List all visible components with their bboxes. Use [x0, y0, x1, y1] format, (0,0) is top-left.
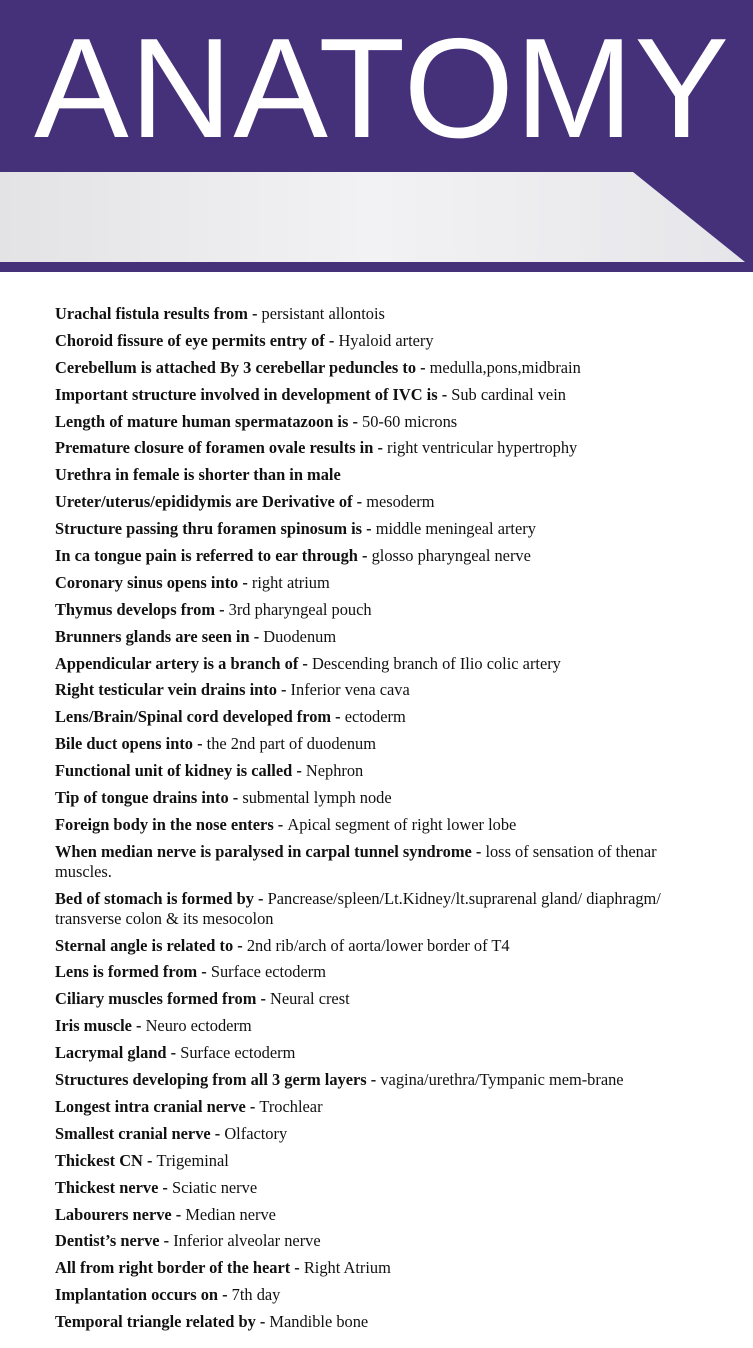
fact-question: Important structure involved in development of IVC is -	[55, 384, 452, 404]
fact-question: Sternal angle is related to -	[55, 935, 247, 955]
fact-item	[55, 842, 675, 882]
fact-question: Thymus develops from -	[55, 599, 229, 619]
fact-item	[55, 1151, 675, 1171]
fact-item	[55, 600, 675, 620]
fact-question: Cerebellum is attached By 3 cerebellar peduncles to -	[55, 357, 430, 377]
fact-answer: 7th day	[231, 1285, 281, 1305]
fact-item	[55, 788, 675, 808]
fact-answer: Sub cardinal vein	[451, 384, 566, 404]
fact-answer: 2nd rib/arch of aorta/lower border of T4	[246, 935, 510, 955]
fact-answer: Neuro ectoderm	[145, 1016, 252, 1036]
fact-answer: glosso pharyngeal nerve	[371, 546, 531, 566]
fact-answer: Right Atrium	[303, 1258, 391, 1278]
fact-answer: Duodenum	[263, 626, 337, 646]
fact-item	[55, 936, 675, 956]
fact-item	[55, 1231, 675, 1251]
fact-item	[55, 1258, 675, 1278]
fact-item	[55, 1178, 675, 1198]
fact-question: In ca tongue pain is referred to ear through -	[55, 546, 372, 566]
fact-item	[55, 680, 675, 700]
fact-question: Smallest cranial nerve -	[55, 1123, 225, 1143]
fact-answer: persistant allontois	[261, 304, 385, 323]
fact-question: Structures developing from all 3 germ layers -	[55, 1070, 381, 1090]
fact-question: Lens is formed from -	[55, 962, 211, 982]
fact-item	[55, 1097, 675, 1117]
fact-answer: medulla,pons,midbrain	[429, 357, 581, 377]
fact-question: Longest intra cranial nerve -	[55, 1096, 260, 1116]
fact-item	[55, 1285, 675, 1305]
fact-answer: Neural crest	[270, 989, 350, 1009]
fact-answer: vagina/urethra/Tympanic mem-brane	[380, 1070, 624, 1090]
fact-item	[55, 573, 675, 593]
fact-answer: Sciatic nerve	[172, 1177, 258, 1197]
fact-answer: Nephron	[305, 761, 364, 781]
fact-item	[55, 707, 675, 727]
fact-answer: right ventricular hypertrophy	[387, 438, 578, 458]
fact-answer: Trochlear	[259, 1096, 323, 1116]
fact-item	[55, 358, 675, 378]
fact-question: Right testicular vein drains into -	[55, 680, 291, 700]
fact-question: Coronary sinus opens into -	[55, 572, 252, 592]
fact-question: Dentist’s nerve -	[55, 1231, 174, 1251]
fact-question: Ureter/uterus/epididymis are Derivative of -	[55, 492, 367, 512]
fact-question: Foreign body in the nose enters -	[55, 814, 288, 834]
fact-item	[55, 1124, 675, 1144]
fact-answer: ectoderm	[344, 707, 406, 727]
fact-question: Iris muscle -	[55, 1016, 146, 1036]
fact-item	[55, 438, 675, 458]
fact-question: All from right border of the heart -	[55, 1258, 304, 1278]
fact-item	[55, 761, 675, 781]
fact-item	[55, 519, 675, 539]
fact-question: Bed of stomach is formed by -	[55, 888, 268, 908]
fact-answer: Trigeminal	[156, 1150, 229, 1170]
fact-question: Implantation occurs on -	[55, 1285, 232, 1305]
fact-answer: Apical segment of right lower lobe	[287, 814, 517, 834]
fact-answer: Inferior alveolar nerve	[173, 1231, 321, 1251]
fact-item	[55, 654, 675, 674]
fact-question: Premature closure of foramen ovale results in -	[55, 438, 387, 458]
fact-question: Structure passing thru foramen spinosum is -	[55, 519, 376, 539]
fact-answer: right atrium	[251, 572, 330, 592]
fact-answer: Surface ectoderm	[180, 1043, 296, 1063]
fact-answer: Inferior vena cava	[290, 680, 410, 700]
fact-item	[55, 815, 675, 835]
fact-answer: Olfactory	[224, 1123, 288, 1143]
fact-question: Ciliary muscles formed from -	[55, 989, 270, 1009]
fact-item	[55, 989, 675, 1009]
fact-answer: 3rd pharyngeal pouch	[228, 599, 372, 619]
fact-answer: Median nerve	[185, 1204, 276, 1224]
fact-question: Thickest nerve -	[55, 1177, 172, 1197]
fact-item	[55, 889, 675, 929]
facts-list	[55, 304, 675, 1339]
fact-item	[55, 492, 675, 512]
fact-item	[55, 962, 675, 982]
fact-item	[55, 331, 675, 351]
fact-item	[55, 465, 675, 485]
fact-answer: Mandible bone	[269, 1312, 369, 1332]
fact-item	[55, 1070, 675, 1090]
fact-item	[55, 1043, 675, 1063]
fact-item	[55, 734, 675, 754]
fact-item	[55, 1312, 675, 1332]
fact-item	[55, 627, 675, 647]
fact-question: When median nerve is paralysed in carpal tunnel syndrome -	[55, 841, 486, 861]
fact-question: Lacrymal gland -	[55, 1043, 181, 1063]
fact-answer: loss of sensation of thenar muscles.	[55, 841, 657, 881]
fact-answer: submental lymph node	[242, 788, 392, 808]
header-banner	[0, 0, 753, 272]
fact-question: Temporal triangle related by -	[55, 1312, 270, 1332]
fact-answer: Pancrease/spleen/Lt.Kidney/lt.suprarenal gland/ diaphragm/ transverse colon & its mesocolon	[55, 888, 661, 928]
fact-question: Appendicular artery is a branch of -	[55, 653, 312, 673]
fact-question: Labourers nerve -	[55, 1204, 186, 1224]
fact-answer: 50-60 microns	[362, 411, 458, 431]
fact-answer: Descending branch of Ilio colic artery	[311, 653, 561, 673]
fact-question: Functional unit of kidney is called -	[55, 761, 306, 781]
fact-item	[55, 385, 675, 405]
fact-question: Brunners glands are seen in -	[55, 626, 264, 646]
fact-question: Bile duct opens into -	[55, 734, 207, 754]
fact-question: Thickest CN -	[55, 1150, 157, 1170]
fact-item	[55, 1016, 675, 1036]
fact-item	[55, 546, 675, 566]
fact-item	[55, 1205, 675, 1225]
page-title: ANATOMY	[34, 9, 731, 168]
fact-question: Urethra in female is shorter than in male	[55, 465, 341, 485]
fact-answer: Surface ectoderm	[210, 962, 326, 982]
fact-item	[55, 412, 675, 432]
fact-answer: mesoderm	[366, 492, 435, 512]
fact-question: Length of mature human spermatazoon is -	[55, 411, 363, 431]
fact-answer: middle meningeal artery	[375, 519, 536, 539]
fact-answer: Hyaloid artery	[338, 330, 434, 350]
fact-answer: the 2nd part of duodenum	[206, 734, 376, 754]
page-cut-edge	[0, 1338, 753, 1348]
fact-question: Tip of tongue drains into -	[55, 788, 243, 808]
fact-question: Choroid fissure of eye permits entry of -	[55, 330, 339, 350]
fact-question: Urachal fistula results from -	[55, 304, 262, 323]
fact-item	[55, 304, 675, 324]
fact-question: Lens/Brain/Spinal cord developed from -	[55, 707, 345, 727]
